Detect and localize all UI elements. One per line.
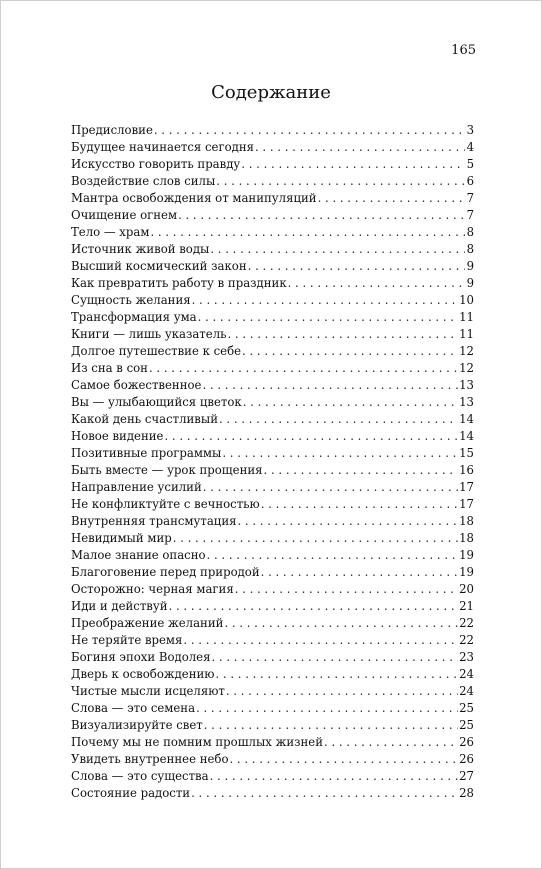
- toc-entry-title: Благоговение перед природой: [71, 565, 260, 579]
- toc-dot-leader: [318, 190, 465, 207]
- toc-entry-page: 26: [459, 752, 474, 766]
- toc-dot-leader: [264, 462, 459, 479]
- toc-entry-title: Состояние радости: [71, 786, 191, 800]
- toc-dot-leader: [202, 377, 458, 394]
- toc-dot-leader: [248, 258, 465, 275]
- toc-entry: [71, 547, 474, 564]
- toc-entry-title: Из сна в сон: [71, 361, 148, 375]
- toc-entry: [71, 513, 474, 530]
- toc-entry-title: Предисловие: [71, 123, 153, 137]
- toc-entry-page: 23: [459, 650, 474, 664]
- toc-entry-page: 20: [459, 582, 474, 596]
- toc-dot-leader: [242, 343, 458, 360]
- toc-entry-page: 13: [459, 378, 474, 392]
- toc-entry-title: Как превратить работу в праздник: [71, 276, 287, 290]
- page-number: 165: [451, 43, 476, 58]
- toc-dot-leader: [230, 751, 459, 768]
- toc-entry: [71, 666, 474, 683]
- toc-entry-page: 9: [466, 259, 474, 273]
- toc-entry: [71, 700, 474, 717]
- toc-entry-page: 15: [459, 446, 474, 460]
- toc-entry: [71, 530, 474, 547]
- toc-entry: [71, 275, 474, 292]
- toc-entry-title: Иди и действуй: [71, 599, 168, 613]
- toc-entry-page: 8: [466, 225, 474, 239]
- toc-dot-leader: [261, 496, 458, 513]
- toc-entry-title: Внутренняя трансмутация: [71, 514, 237, 528]
- toc-dot-leader: [196, 700, 458, 717]
- toc-entry-title: Осторожно: черная магия: [71, 582, 234, 596]
- toc-entry-page: 12: [459, 361, 474, 375]
- toc-entry-title: Дверь к освобождению: [71, 667, 215, 681]
- toc-entry-page: 17: [459, 480, 474, 494]
- toc-dot-leader: [226, 683, 458, 700]
- toc-entry-page: 7: [466, 191, 474, 205]
- toc-entry: [71, 581, 474, 598]
- toc-entry-page: 28: [459, 786, 474, 800]
- toc-entry-page: 8: [466, 242, 474, 256]
- toc-entry-page: 14: [459, 429, 474, 443]
- toc-entry-title: Преображение желаний: [71, 616, 224, 630]
- toc-dot-leader: [216, 173, 465, 190]
- toc-entry: [71, 343, 474, 360]
- toc-dot-leader: [222, 445, 458, 462]
- toc-dot-leader: [192, 292, 459, 309]
- toc-dot-leader: [224, 615, 458, 632]
- toc-entry-title: Тело — храм: [71, 225, 150, 239]
- toc-entry: [71, 428, 474, 445]
- toc-dot-leader: [255, 139, 465, 156]
- toc-entry-page: 3: [466, 123, 474, 137]
- toc-dot-leader: [210, 768, 459, 785]
- toc-entry-page: 6: [466, 174, 474, 188]
- toc-dot-leader: [227, 326, 458, 343]
- toc-entry: [71, 241, 474, 258]
- toc-dot-leader: [235, 581, 458, 598]
- toc-entry-title: Слова — это семена: [71, 701, 196, 715]
- toc-dot-leader: [238, 513, 459, 530]
- toc-entry-title: Долгое путешествие к себе: [71, 344, 242, 358]
- toc-dot-leader: [243, 394, 458, 411]
- toc-entry-title: Самое божественное: [71, 378, 202, 392]
- toc-entry: [71, 394, 474, 411]
- toc-entry-title: Невидимый мир: [71, 531, 172, 545]
- toc-dot-leader: [169, 598, 459, 615]
- toc-entry-page: 18: [459, 531, 474, 545]
- toc-entry-title: Искусство говорить правду: [71, 157, 241, 171]
- toc-dot-leader: [261, 564, 458, 581]
- toc-entry-title: Визуализируйте свет: [71, 718, 203, 732]
- toc-entry: [71, 615, 474, 632]
- toc-entry-page: 22: [459, 633, 474, 647]
- toc-entry: [71, 292, 474, 309]
- toc-dot-leader: [178, 207, 465, 224]
- toc-entry: [71, 632, 474, 649]
- toc-entry: [71, 768, 474, 785]
- toc-dot-leader: [149, 360, 458, 377]
- toc-entry-title: Будущее начинается сегодня: [71, 140, 254, 154]
- toc-entry: [71, 309, 474, 326]
- toc-entry: [71, 207, 474, 224]
- toc-entry-title: Новое видение: [71, 429, 164, 443]
- toc-entry: [71, 496, 474, 513]
- toc-entry-page: 16: [459, 463, 474, 477]
- toc-entry-title: Воздействие слов силы: [71, 174, 216, 188]
- toc-dot-leader: [207, 547, 459, 564]
- toc-dot-leader: [204, 717, 458, 734]
- toc-dot-leader: [288, 275, 465, 292]
- toc-entry: [71, 173, 474, 190]
- toc-entry-page: 4: [466, 140, 474, 154]
- toc-entry-page: 21: [459, 599, 474, 613]
- toc-entry-page: 25: [459, 718, 474, 732]
- toc-entry-page: 14: [459, 412, 474, 426]
- toc-entry-title: Слова — это существа: [71, 769, 209, 783]
- toc-entry-page: 19: [459, 548, 474, 562]
- toc-entry-page: 11: [459, 327, 474, 341]
- toc-entry-title: Быть вместе — урок прощения: [71, 463, 263, 477]
- table-of-contents: [71, 122, 474, 802]
- toc-dot-leader: [173, 530, 458, 547]
- toc-dot-leader: [324, 734, 458, 751]
- toc-entry-title: Источник живой воды: [71, 242, 210, 256]
- toc-entry-page: 22: [459, 616, 474, 630]
- toc-entry: [71, 683, 474, 700]
- toc-dot-leader: [150, 224, 465, 241]
- toc-entry: [71, 564, 474, 581]
- toc-entry-page: 25: [459, 701, 474, 715]
- toc-entry-page: 26: [459, 735, 474, 749]
- toc-entry-title: Сущность желания: [71, 293, 191, 307]
- toc-entry: [71, 377, 474, 394]
- toc-entry-title: Мантра освобождения от манипуляций: [71, 191, 317, 205]
- toc-entry: [71, 139, 474, 156]
- toc-entry: [71, 190, 474, 207]
- toc-entry: [71, 224, 474, 241]
- toc-entry-page: 17: [459, 497, 474, 511]
- toc-entry-page: 12: [459, 344, 474, 358]
- toc-entry: [71, 785, 474, 802]
- toc-dot-leader: [203, 479, 458, 496]
- toc-entry-title: Не теряйте время: [71, 633, 183, 647]
- toc-entry-page: 5: [466, 157, 474, 171]
- toc-entry: [71, 122, 474, 139]
- toc-entry: [71, 445, 474, 462]
- toc-entry: [71, 717, 474, 734]
- toc-dot-leader: [211, 649, 458, 666]
- toc-dot-leader: [215, 666, 458, 683]
- toc-entry-page: 18: [459, 514, 474, 528]
- toc-dot-leader: [219, 411, 458, 428]
- toc-entry: [71, 479, 474, 496]
- toc-entry-title: Не конфликтуйте с вечностью: [71, 497, 260, 511]
- toc-entry-title: Увидеть внутреннее небо: [71, 752, 229, 766]
- toc-entry: [71, 751, 474, 768]
- toc-entry-title: Богиня эпохи Водолея: [71, 650, 211, 664]
- toc-entry-page: 24: [459, 684, 474, 698]
- toc-entry-page: 24: [459, 667, 474, 681]
- toc-entry: [71, 258, 474, 275]
- toc-entry-title: Почему мы не помним прошлых жизней: [71, 735, 324, 749]
- toc-dot-leader: [183, 632, 458, 649]
- toc-entry-title: Какой день счастливый: [71, 412, 218, 426]
- toc-entry: [71, 598, 474, 615]
- toc-dot-leader: [164, 428, 458, 445]
- toc-entry-page: 13: [459, 395, 474, 409]
- toc-entry-title: Трансформация ума: [71, 310, 197, 324]
- toc-entry: [71, 734, 474, 751]
- toc-dot-leader: [241, 156, 465, 173]
- toc-entry: [71, 462, 474, 479]
- toc-entry-title: Позитивные программы: [71, 446, 222, 460]
- page-title: Содержание: [211, 82, 331, 103]
- toc-entry-title: Чистые мысли исцеляют: [71, 684, 225, 698]
- toc-entry-page: 7: [466, 208, 474, 222]
- toc-entry-page: 9: [466, 276, 474, 290]
- toc-entry-page: 10: [459, 293, 474, 307]
- toc-entry-title: Книги — лишь указатель: [71, 327, 227, 341]
- toc-dot-leader: [191, 785, 458, 802]
- toc-entry: [71, 360, 474, 377]
- toc-dot-leader: [210, 241, 465, 258]
- toc-entry-title: Направление усилий: [71, 480, 202, 494]
- toc-entry: [71, 156, 474, 173]
- toc-entry-title: Малое знание опасно: [71, 548, 206, 562]
- toc-entry-page: 19: [459, 565, 474, 579]
- toc-entry-page: 27: [459, 769, 474, 783]
- toc-dot-leader: [198, 309, 458, 326]
- toc-entry-page: 11: [459, 310, 474, 324]
- toc-entry: [71, 649, 474, 666]
- toc-dot-leader: [154, 122, 465, 139]
- toc-entry: [71, 326, 474, 343]
- toc-entry-title: Вы — улыбающийся цветок: [71, 395, 242, 409]
- toc-entry-title: Очищение огнем: [71, 208, 178, 222]
- toc-entry-title: Высший космический закон: [71, 259, 247, 273]
- toc-entry: [71, 411, 474, 428]
